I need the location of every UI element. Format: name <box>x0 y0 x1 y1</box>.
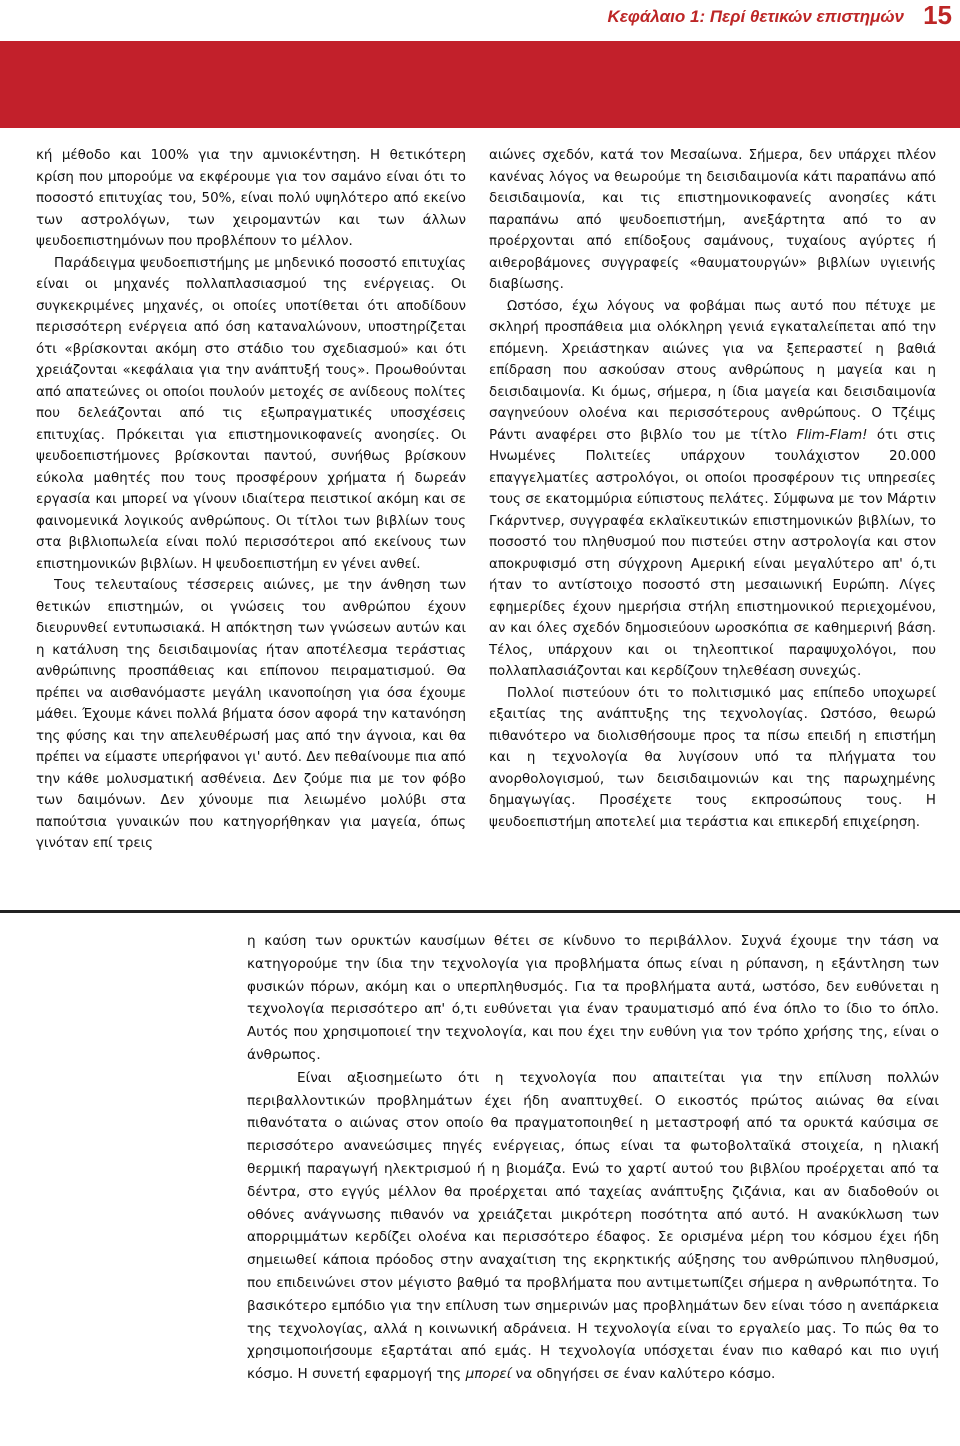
book-title: Flim-Flam! <box>796 427 868 443</box>
body-paragraph: η καύση των ορυκτών καυσίμων θέτει σε κίνδυνο το περιβάλλον. Συχνά έχουμε την τάση να κατηγορούμε την ίδια την τεχνολογία για προβλήματα όπως είναι η ρύπανση, η εξάντληση των φυσικών πόρων, ακόμη και ο υπερπληθυσμός. Για τα προβλήματα αυτά, ωστόσο, δεν ευθύνεται η τεχνολογία περισσότερο απ' ό,τι ευθύνεται για έναν τραυματισμό από ένα όπλο το ίδιο το όπλο. Αυτός που χρησιμοποιεί την τεχνολογία, και που έχει την ευθύνη για τον τρόπο χρήσης της, είναι ο άνθρωπος. <box>247 933 939 1063</box>
body-text: Είναι αξιοσημείωτο ότι η τεχνολογία που απαιτείται για την επίλυση πολλών περιβαλλοντικών προβλημάτων έχει ήδη αναπτυχθεί. Ο εικοστός πρώτος αιώνας θα είναι πιθανότατα ο αιώνας στον οποίο θα πραγματοποιηθεί η μεταστροφή από τα ορυκτά καύσιμα σε περισσότερο ανανεώσιμες πηγές ενέργειας, όπως είναι τα φωτοβολταϊκά στοιχεία, η ηλιακή θερμική παραγωγή ηλεκτρισμού ή η βιομάζα. Ενώ το χαρτί αυτού του βιβλίου προέρχεται από τα δέντρα, στο εγγύς μέλλον θα προέρχεται από ταχείας ανάπτυξης ζιζάνια, και αν διαδοθούν οι οθόνες ανάγνωσης πιθανόν να χρειάζεται μικρότερη ποσότητα από αυτό. Η ανακύκλωση των απορριμμάτων κερδίζει ολοένα και περισσότερο έδαφος. Σε ορισμένα μέρη του κόσμου έχει ήδη σημειωθεί κάποια πρόοδος στην αναχαίτιση της εκρηκτικής αύξησης του ανθρώπινου πληθυσμού, που επιδεινώνει στον μέγιστο βαθμό τα προβλήματα που αντιμετωπίζει σήμερα η ανθρωπότητα. Το βασικότερο εμπόδιο για την επίλυση των σημερινών μας προβλημάτων δεν είναι τόσο η ανεπάρκεια της τεχνολογίας, αλλά η κοινωνική αδράνεια. Η τεχνολογία είναι το εργαλείο μας. Το πώς θα το χρησιμοποιήσουμε εξαρτάται από εμάς. Η τεχνολογία υπόσχεται έναν πιο καθαρό και πιο υγιή κόσμο. Η συνετή εφαρμογή της <box>247 1069 939 1383</box>
body-text: να οδηγήσει σε έναν καλύτερο κόσμο. <box>515 1366 776 1383</box>
box-right-column <box>489 145 936 833</box>
box-left-column <box>36 145 466 855</box>
chapter-title: Κεφάλαιο 1: Περί θετικών επιστημών <box>607 7 904 26</box>
emphasis-text: μπορεί <box>465 1366 512 1383</box>
box-paragraph: Τους τελευταίους τέσσερεις αιώνες, με την άνθηση των θετικών επιστημών, οι γνώσεις του ανθρώπου έχουν διευρυνθεί εντυπωσιακά. Η απόκτηση των γνώσεων αυτών και η κατάλυση της δεισιδαιμονίας ήταν αποτέλεσμα τεράστιας ανθρώπινης προσπάθειας και επίπονου πειραματισμού. Θα πρέπει να αισθανόμαστε μεγάλη ικανοποίηση για όσα έχουμε μάθει. Έχουμε κάνει πολλά βήματα όσον αφορά την κατανόηση της φύσης και την απελευθέρωσή μας από την άγνοια, και θα πρέπει να είμαστε υπερήφανοι γι' αυτό. Δεν πεθαίνουμε πια από την κάθε μολυσματική ασθένεια. Δεν ζούμε πια με τον φόβο των δαιμόνων. Δεν χύνουμε πια λειωμένο μολύβι στα παπούτσια γυναικών που κατηγορήθηκαν για μαγεία, όπως γινόταν επί τρεις <box>36 578 466 851</box>
boxed-section <box>0 128 960 913</box>
box-paragraph: κή μέθοδο και 100% για την αμνιοκέντηση. Η θετικότερη κρίση που μπορούμε να εκφέρουμε για τον σαμάνο είναι ότι το ποσοστό επιτυχίας του, 50%, είναι πολύ υψηλότερο από εκείνο των αστρολόγων, των χειρομαντών και των άλλων ψευδοεπιστημόνων που προβλέπουν το μέλλον. <box>36 148 466 249</box>
box-paragraph: αιώνες σχεδόν, κατά τον Μεσαίωνα. Σήμερα, δεν υπάρχει πλέον κανένας λόγος να θεωρούμε τη δεισιδαιμονία κάτι παραπάνω από δεισιδαιμονία, και τις επιστημονικοφανείς ανοησίες κάτι παραπάνω από ψευδοεπιστήμη, ανεξάρτητα από το αν προέρχονται από επίδοξους σαμάνους, τυχαίους αγύρτες ή αιθεροβάμονες συγγραφείς «θαυματουργών» βιβλίων υγιεινής διαβίωσης. <box>489 148 936 292</box>
box-text: Ωστόσο, έχω λόγους να φοβάμαι πως αυτό που πέτυχε με σκληρή προσπάθεια μια ολόκληρη γενιά εγκαταλείπεται από την επόμενη. Χρειάστηκαν αιώνες για να ξεπεραστεί η βαθιά επίδραση που ασκούσαν στους ανθρώπους η μαγεία και η δεισιδαιμονία. Κι όμως, σήμερα, η ίδια μαγεία και δεισιδαιμονία σαγηνεύουν ολοένα και περισσότερους ανθρώπους. Ο Τζέιμς Ράντι αναφέρει στο βιβλίο του με τίτλο <box>489 298 936 443</box>
box-paragraph <box>489 296 936 683</box>
page-number: 15 <box>923 0 952 30</box>
body-paragraph <box>247 1067 939 1386</box>
main-body-text <box>247 930 939 1386</box>
red-banner <box>0 41 960 128</box>
page-header <box>0 0 960 36</box>
box-paragraph: Πολλοί πιστεύουν ότι το πολιτισμικό μας επίπεδο υποχωρεί εξαιτίας της ανάπτυξης της τεχνολογίας. Ωστόσο, θεωρώ πιθανότερο να διολισθήσουμε προς τα πίσω επειδή η επιστήμη και η τεχνολογία θα λυγίσουν υπό τα πλήγματα του ανορθολογισμού, των δεισιδαιμονιών και της παρωχημένης δημαγωγίας. Προσέχετε τους εκπροσώπους τους. Η ψευδοεπιστήμη αποτελεί μια τεράστια και επικερδή επιχείρηση. <box>489 685 936 830</box>
box-paragraph: Παράδειγμα ψευδοεπιστήμης με μηδενικό ποσοστό επιτυχίας είναι οι μηχανές πολλαπλασιασμού της ενέργειας. Οι συγκεκριμένες μηχανές, οι οποίες υποτίθεται ότι αποδίδουν περισσότερη ενέργεια από όση καταναλώνουν, υποστηρίζεται ότι «βρίσκονται ακόμη στο στάδιο του σχεδιασμού» και ότι χρειάζονται «κεφάλαια για την ανάπτυξή τους». Προωθούνται από απατεώνες οι οποίοι πουλούν μετοχές σε ανίδεους πολίτες που δελεάζονται από τις εξωπραγματικές υποσχέσεις επιτυχίας. Πρόκειται για επιστημονικοφανείς ανοησίες. Οι ψευδοεπιστήμονες βρίσκονται παντού, συνήθως βρίσκουν εύκολα μαθητές που τους προσφέρουν χρήματα ή δωρεάν εργασία και μπορεί να γίνουν ιδιαίτερα πειστικοί ακόμη και σε φαινομενικά λογικούς ανθρώπους. Οι τίτλοι των βιβλίων τους στα βιβλιοπωλεία είναι πολύ περισσότεροι από εκείνους των επιστημονικών βιβλίων. Η ψευδοεπιστήμη εν γένει ανθεί. <box>36 255 466 572</box>
box-text: ότι στις Ηνωμένες Πολιτείες υπάρχουν τουλάχιστον 20.000 επαγγελματίες αστρολόγοι, οι οποίοι προσφέρουν τις υπηρεσίες τους σε εκατομμύρια εύπιστους πελάτες. Σύμφωνα με τον Μάρτιν Γκάρντνερ, συγγραφέα εκλαϊκευτικών επιστημονικών βιβλίων, το ποσοστό του πληθυσμού που πιστεύει στην αστρολογία και στον αποκρυφισμό στη σύγχρονη Αμερική είναι μεγαλύτερο απ' ό,τι ήταν το αντίστοιχο ποσοστό στη μεσαιωνική Ευρώπη. Λίγες εφημερίδες έχουν ημερήσια στήλη επιστημονικού περιεχομένου, αν και όλες σχεδόν δημοσιεύουν ωροσκόπια σε καθημερινή βάση. Τέλος, υπάρχουν και οι τηλεοπτικοί παραψυχολόγοι, που πολλαπλασιάζονται και κερδίζουν τηλεθέαση συνεχώς. <box>489 427 936 679</box>
